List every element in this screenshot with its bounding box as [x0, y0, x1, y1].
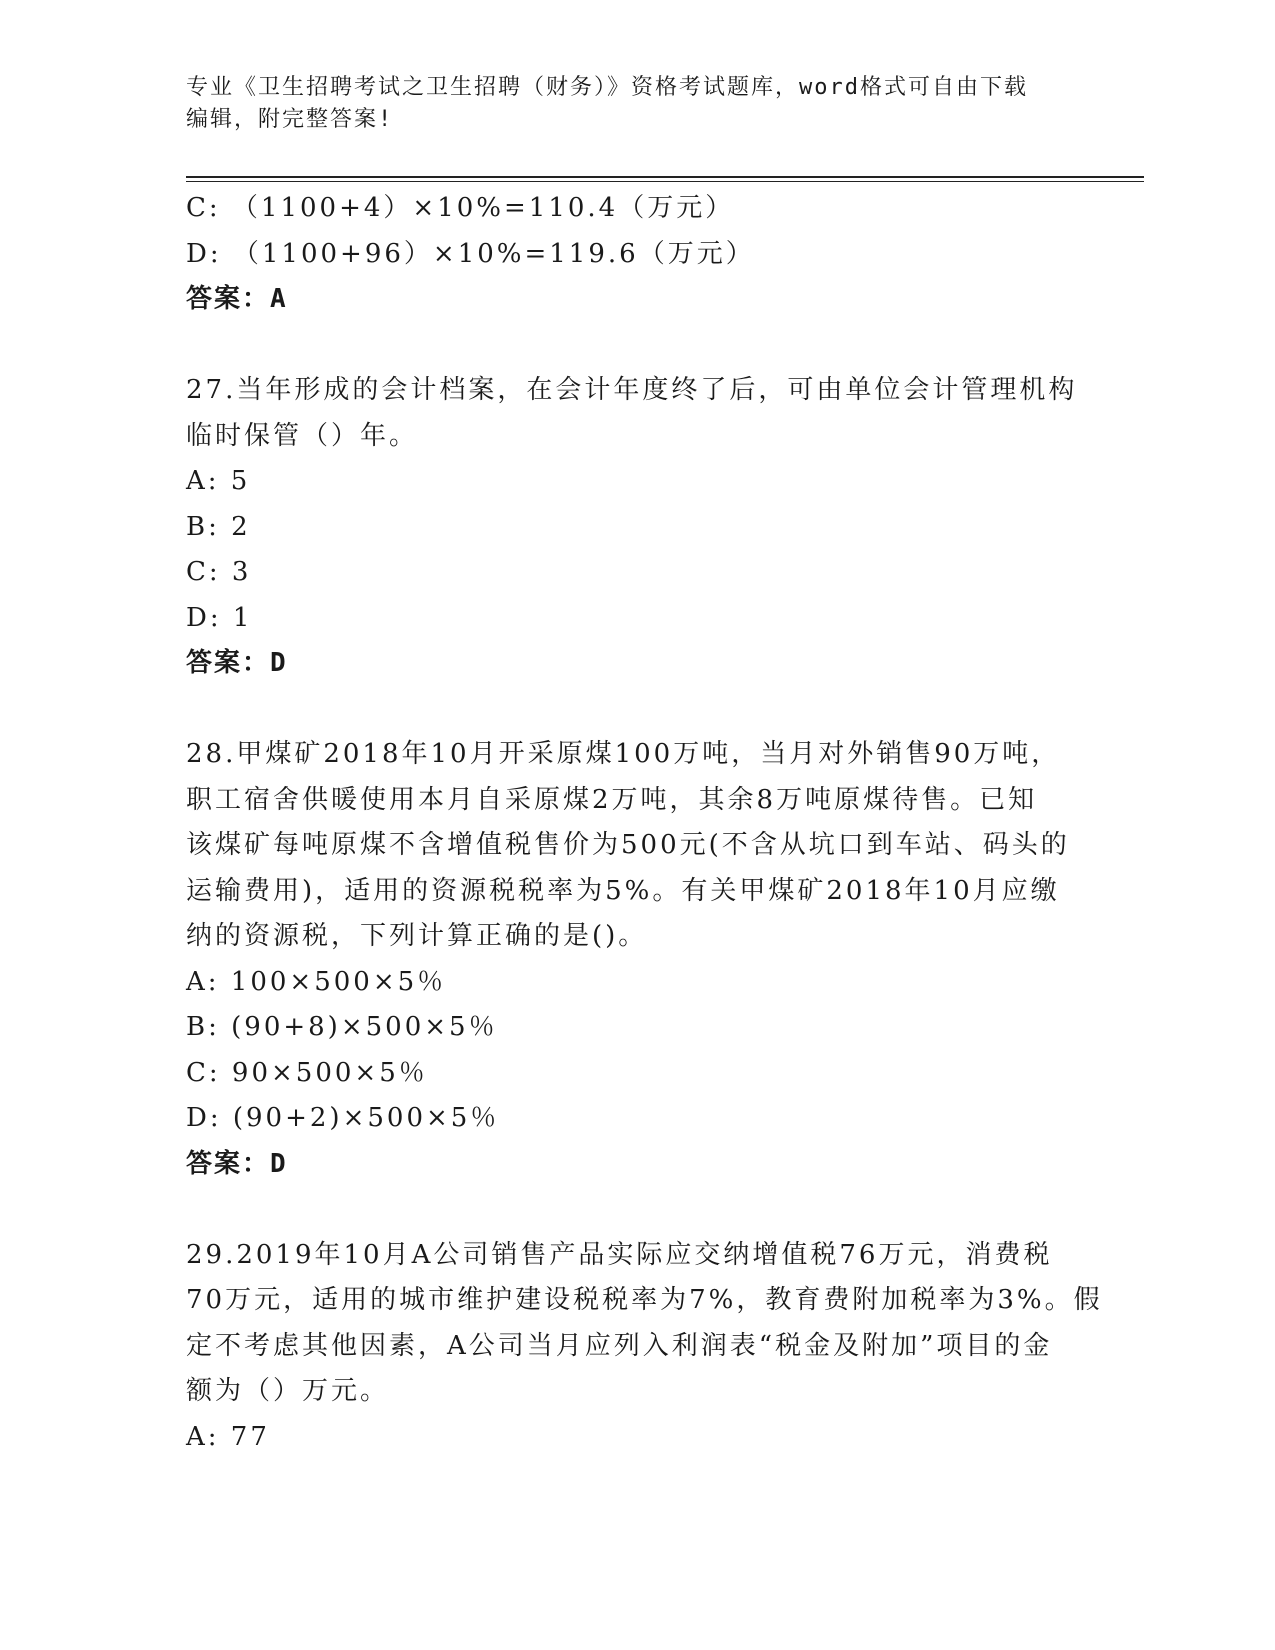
- option-d: D: (90+2)×500×5％: [186, 1103, 500, 1133]
- spacer: [186, 323, 1086, 369]
- option-a: A: 77: [186, 1421, 270, 1452]
- header-divider: [186, 176, 1144, 178]
- option-a: A: 100×500×5％: [186, 966, 447, 997]
- question-26: [186, 186, 1086, 323]
- question-27: [186, 368, 1086, 687]
- answer: 答案：A: [186, 284, 288, 314]
- question-stem: 职工宿舍供暖使用本月自采原煤2万吨，其余8万吨原煤待售。已知: [186, 784, 1038, 815]
- option-d: D: 1: [186, 602, 253, 633]
- spacer: [186, 1187, 1086, 1233]
- answer: 答案：D: [186, 1148, 288, 1179]
- question-list: [186, 186, 1103, 1460]
- question-stem: 27.当年形成的会计档案，在会计年度终了后，可由单位会计管理机构: [186, 375, 1078, 405]
- document-header: [186, 72, 1086, 136]
- question-stem: 临时保管（）年。: [186, 420, 419, 451]
- option-b: B: 2: [186, 511, 251, 542]
- option-c: C: 3: [186, 557, 252, 587]
- option-b: B: (90+8)×500×5％: [186, 1012, 498, 1042]
- question-stem: 运输费用)，适用的资源税税率为5%。有关甲煤矿2018年10月应缴: [186, 875, 1060, 906]
- question-29: [186, 1233, 1103, 1461]
- question-stem: 29.2019年10月A公司销售产品实际应交纳增值税76万元，消费税: [186, 1239, 1053, 1270]
- option-d: D: （1100+96）×10%=119.6（万元）: [186, 238, 755, 269]
- question-stem: 定不考虑其他因素，A公司当月应列入利润表“税金及附加”项目的金: [186, 1330, 1053, 1361]
- question-stem: 70万元，适用的城市维护建设税税率为7%，教育费附加税率为3%。假: [186, 1285, 1103, 1315]
- option-a: A: 5: [186, 466, 251, 496]
- question-stem: 该煤矿每吨原煤不含增值税售价为500元(不含从坑口到车站、码头的: [186, 830, 1070, 860]
- option-c: C: （1100+4）×10%=110.4（万元）: [186, 193, 735, 223]
- header-line-1: 专业《卫生招聘考试之卫生招聘（财务）》资格考试题库，word格式可自由下载: [186, 75, 1028, 100]
- answer: 答案：D: [186, 648, 288, 678]
- question-28: [186, 732, 1086, 1187]
- question-stem: 28.甲煤矿2018年10月开采原煤100万吨，当月对外销售90万吨，: [186, 739, 1061, 769]
- option-c: C: 90×500×5％: [186, 1057, 428, 1088]
- header-line-2: 编辑，附完整答案!: [186, 107, 394, 132]
- question-stem: 额为（）万元。: [186, 1376, 390, 1406]
- spacer: [186, 687, 1086, 733]
- header-divider-thin: [186, 181, 1144, 182]
- question-stem: 纳的资源税，下列计算正确的是()。: [186, 921, 648, 951]
